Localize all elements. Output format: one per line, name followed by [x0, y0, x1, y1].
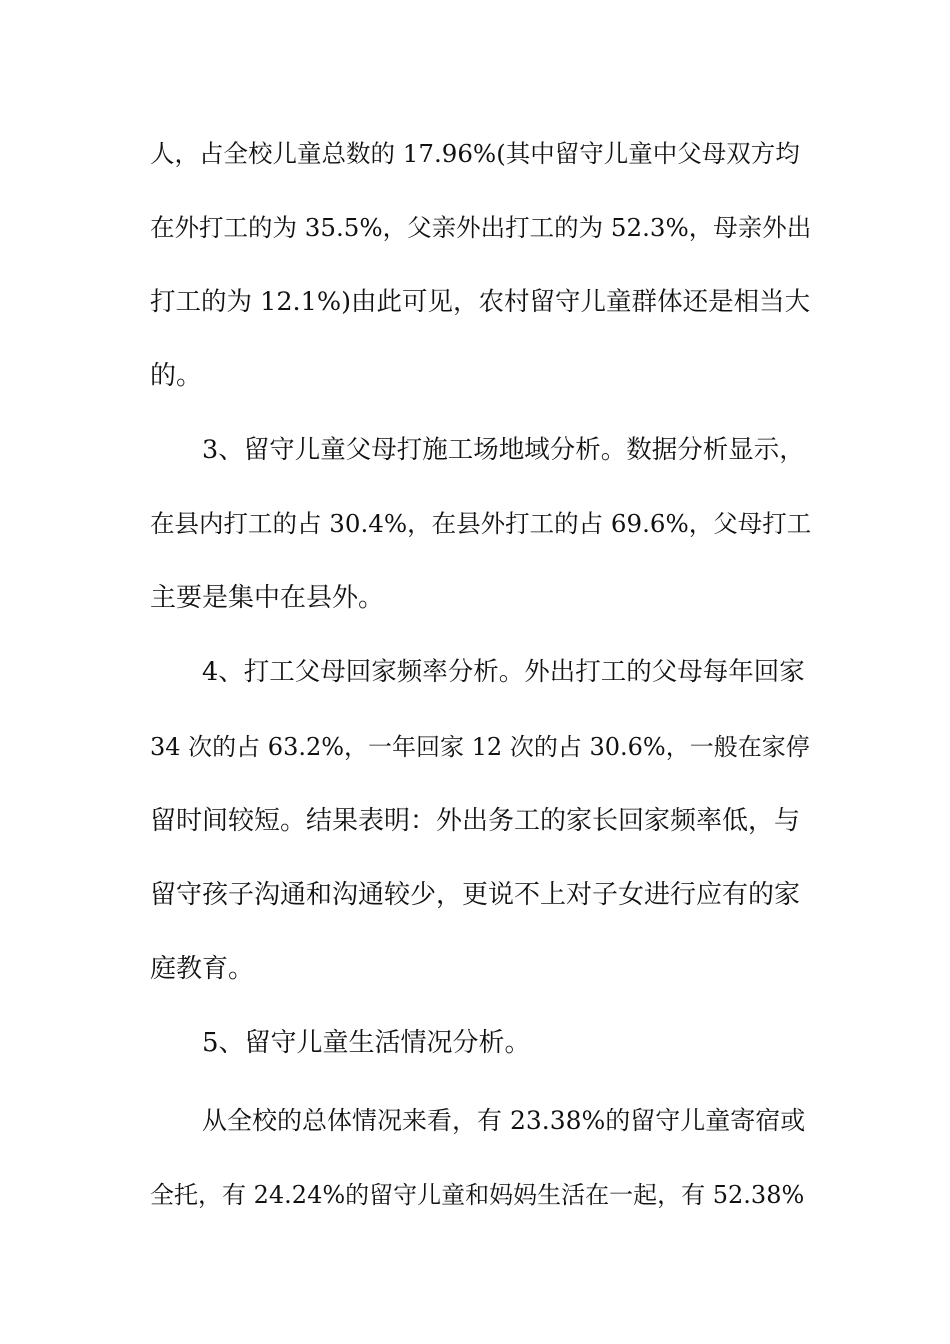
text-line: 全托，有 24.24%的留守儿童和妈妈生活在一起，有 52.38%: [150, 1181, 805, 1209]
text-line: 主要是集中在县外。: [150, 583, 385, 613]
paragraph-start-line: 从全校的总体情况来看，有 23.38%的留守儿童寄宿或: [202, 1106, 806, 1135]
text-line: 打工的为 12.1%)由此可见，农村留守儿童群体还是相当大: [150, 287, 811, 317]
paragraph-start-line: 3、留守儿童父母打施工场地域分析。数据分析显示，: [202, 435, 805, 465]
text-line: 在外打工的为 35.5%，父亲外出打工的为 52.3%，母亲外出: [150, 213, 812, 242]
paragraph-start-line: 4、打工父母回家频率分析。外出打工的父母每年回家: [202, 657, 805, 687]
text-line: 的。: [150, 361, 203, 391]
text-line: 庭教育。: [150, 954, 255, 984]
text-line: 34 次的占 63.2%，一年回家 12 次的占 30.6%，一般在家停: [150, 733, 810, 761]
text-line: 留守孩子沟通和沟通较少，更说不上对子女进行应有的家: [150, 880, 801, 910]
paragraph-start-line: 5、留守儿童生活情况分析。: [202, 1028, 531, 1058]
text-line: 人，占全校儿童总数的 17.96%(其中留守儿童中父母双方均: [150, 139, 800, 168]
text-line: 留时间较短。结果表明：外出务工的家长回家频率低，与: [150, 806, 801, 836]
text-line: 在县内打工的占 30.4%，在县外打工的占 69.6%，父母打工: [150, 509, 812, 538]
